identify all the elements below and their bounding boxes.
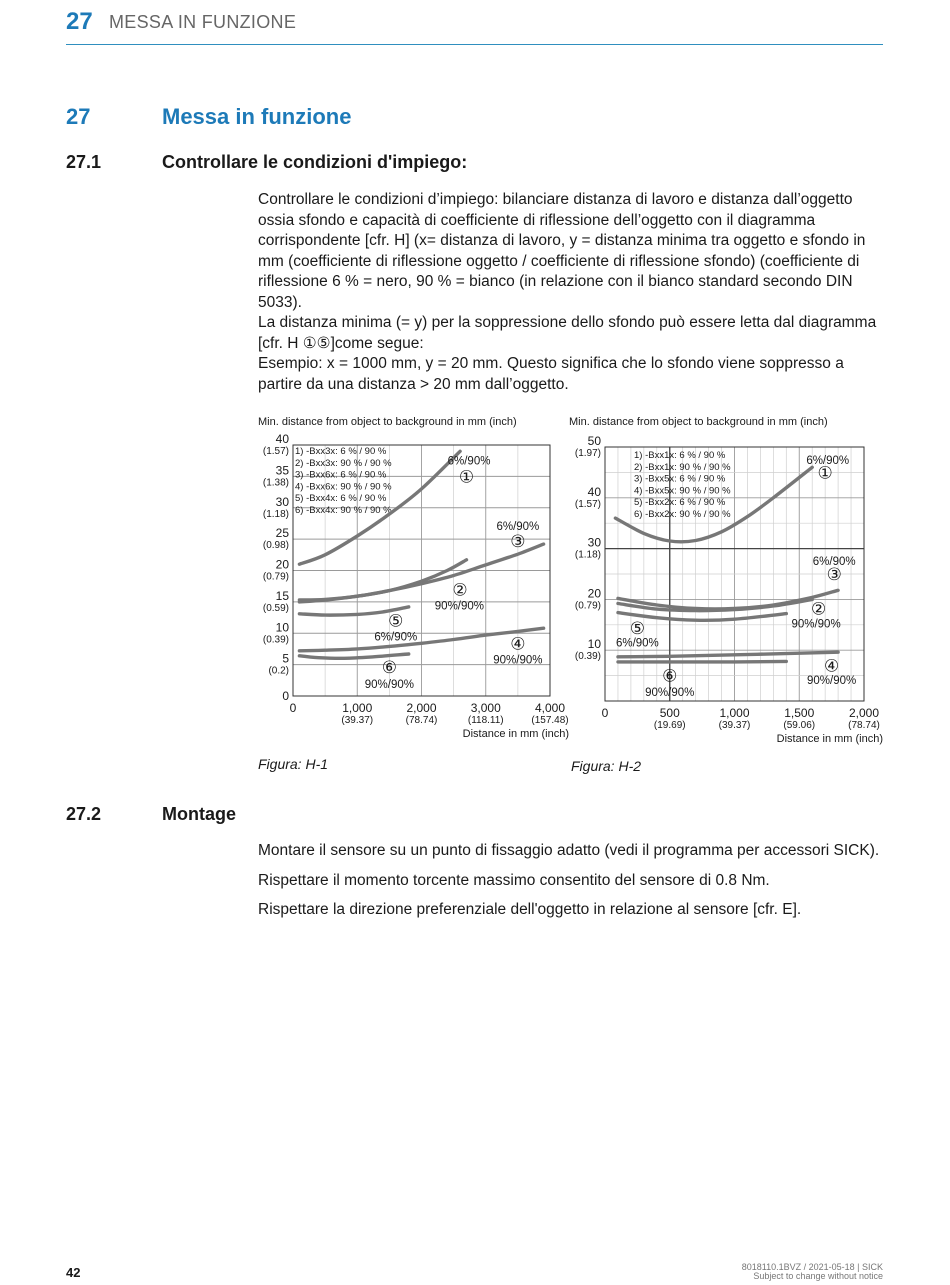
y-tick-label: 0 bbox=[282, 689, 289, 703]
y-tick-sublabel: (1.38) bbox=[262, 477, 289, 489]
curve-label: 6%/90% bbox=[496, 520, 540, 533]
curve-label: 90%/90% bbox=[364, 679, 414, 692]
series-line bbox=[618, 661, 786, 662]
footer-doc-info bbox=[742, 1263, 883, 1281]
y-tick-sublabel: (1.97) bbox=[574, 448, 601, 459]
x-tick-label: 0 bbox=[289, 701, 297, 715]
section-title: Messa in funzione bbox=[162, 104, 352, 129]
y-tick-sublabel: (1.57) bbox=[262, 446, 289, 457]
legend-entry: 1) -Bxx1x: 6 % / 90 % bbox=[634, 450, 726, 461]
y-tick-sublabel: (0.79) bbox=[262, 571, 289, 583]
legend-entry: 5) -Bxx2x: 6 % / 90 % bbox=[634, 497, 726, 509]
curve-marker: ⑤ bbox=[629, 618, 645, 638]
x-tick-sublabel: (78.74) bbox=[405, 715, 438, 726]
figure-h1-caption: Figura: H-1 bbox=[258, 756, 329, 772]
curve-marker: ① bbox=[817, 463, 833, 483]
y-tick-label: 30 bbox=[275, 494, 289, 509]
subsection-1-number: 27.1 bbox=[66, 152, 102, 172]
legend-entry: 6) -Bxx4x: 90 % / 90 % bbox=[295, 505, 392, 516]
paragraph: Rispettare la direzione preferenziale dell'oggetto in relazione al sensore [cfr. E]. bbox=[258, 901, 802, 918]
y-tick-sublabel: (0.79) bbox=[574, 600, 601, 612]
series-line bbox=[618, 652, 838, 657]
curve-label: 6%/90% bbox=[374, 631, 418, 644]
y-tick-label: 20 bbox=[587, 586, 601, 601]
subsection-1-title: Controllare le condizioni d'impiego: bbox=[162, 152, 468, 172]
curve-label: 6%/90% bbox=[447, 455, 491, 468]
subsection-2-body bbox=[258, 841, 888, 930]
y-tick-sublabel: (0.98) bbox=[262, 540, 289, 552]
y-axis-label: Min. distance from object to background in mm (inch) bbox=[569, 416, 828, 428]
legend-entry: 3) -Bxx5x: 6 % / 90 % bbox=[634, 473, 726, 485]
x-axis-label: Distance in mm (inch) bbox=[462, 728, 569, 740]
curve-marker: ② bbox=[452, 580, 468, 600]
curve-label: 90%/90% bbox=[434, 600, 485, 613]
header-chapter-title: MESSA IN FUNZIONE bbox=[109, 12, 297, 32]
y-tick-sublabel: (1.18) bbox=[262, 508, 289, 520]
curve-marker: ② bbox=[811, 599, 827, 619]
y-tick-label: 25 bbox=[275, 526, 289, 541]
x-tick-label: 3,000 bbox=[470, 701, 501, 715]
subsection-2-number: 27.2 bbox=[66, 804, 102, 824]
y-tick-label: 40 bbox=[587, 484, 601, 499]
figure-h1-chart bbox=[255, 410, 573, 750]
x-tick-label: 0 bbox=[601, 706, 609, 720]
figure-h2-caption: Figura: H-2 bbox=[571, 758, 642, 774]
section-number: 27 bbox=[66, 104, 91, 129]
legend-entry: 1) -Bxx3x: 6 % / 90 % bbox=[295, 446, 387, 457]
page-header bbox=[66, 8, 883, 45]
paragraph: La distanza minima (= y) per la soppressione dello sfondo può essere letta dal diagramma [cfr. H ①⑤]come segue: bbox=[258, 314, 877, 352]
y-tick-label: 10 bbox=[275, 620, 289, 635]
curve-marker: ⑥ bbox=[662, 666, 678, 686]
y-tick-sublabel: (0.39) bbox=[262, 634, 289, 646]
series-line bbox=[299, 560, 466, 602]
y-axis-label: Min. distance from object to background in mm (inch) bbox=[258, 416, 517, 428]
y-tick-sublabel: (0.59) bbox=[262, 602, 289, 614]
x-tick-sublabel: (118.11) bbox=[467, 715, 504, 726]
curve-label: 6%/90% bbox=[615, 637, 659, 650]
paragraph: Montare il sensore su un punto di fissaggio adatto (vedi il programma per accessori SICK). bbox=[258, 842, 880, 859]
curve-marker: ⑤ bbox=[388, 611, 404, 631]
legend-entry: 4) -Bxx6x: 90 % / 90 % bbox=[295, 481, 392, 493]
curve-marker: ④ bbox=[824, 656, 840, 676]
footer-notice: Subject to change without notice bbox=[753, 1271, 883, 1281]
legend-entry: 2) -Bxx1x: 90 % / 90 % bbox=[634, 461, 731, 473]
curve-label: 6%/90% bbox=[812, 555, 856, 568]
x-tick-sublabel: (157.48) bbox=[531, 715, 569, 726]
curve-marker: ④ bbox=[510, 634, 526, 654]
header-chapter-number: 27 bbox=[66, 8, 93, 35]
y-tick-label: 5 bbox=[282, 651, 289, 666]
x-tick-label: 500 bbox=[659, 706, 680, 720]
curve-label: 90%/90% bbox=[807, 675, 857, 688]
legend-entry: 3) -Bxx6x: 6 % / 90 % bbox=[295, 469, 387, 481]
curve-marker: ③ bbox=[826, 565, 842, 584]
x-tick-label: 1,500 bbox=[784, 706, 815, 720]
subsection-2-title: Montage bbox=[162, 804, 236, 824]
x-axis-label: Distance in mm (inch) bbox=[776, 733, 883, 745]
footer-doc-id: 8018110.1BVZ / 2021-05-18 | SICK bbox=[741, 1262, 883, 1272]
x-tick-label: 1,000 bbox=[342, 701, 373, 715]
curve-label: 6%/90% bbox=[806, 455, 850, 468]
paragraph: Rispettare il momento torcente massimo consentito del sensore di 0.8 Nm. bbox=[258, 871, 770, 889]
page-number: 42 bbox=[66, 1265, 81, 1280]
y-tick-sublabel: (1.57) bbox=[574, 498, 601, 510]
y-tick-label: 35 bbox=[275, 463, 289, 478]
y-tick-label: 50 bbox=[587, 434, 601, 448]
x-tick-sublabel: (78.74) bbox=[848, 720, 880, 731]
x-tick-label: 2,000 bbox=[848, 706, 880, 720]
subsection-1-body bbox=[258, 190, 888, 395]
y-tick-label: 20 bbox=[275, 557, 289, 572]
curve-marker: ③ bbox=[510, 532, 526, 552]
y-tick-label: 40 bbox=[275, 432, 289, 446]
y-tick-label: 30 bbox=[587, 535, 601, 550]
legend-entry: 6) -Bxx2x: 90 % / 90 % bbox=[634, 509, 731, 520]
curve-label: 90%/90% bbox=[791, 618, 841, 631]
legend-entry: 5) -Bxx4x: 6 % / 90 % bbox=[295, 493, 387, 505]
x-tick-label: 1,000 bbox=[719, 706, 750, 720]
y-tick-sublabel: (0.39) bbox=[574, 651, 601, 663]
x-tick-label: 4,000 bbox=[534, 701, 566, 715]
legend-entry: 4) -Bxx5x: 90 % / 90 % bbox=[634, 485, 731, 497]
curve-marker: ① bbox=[458, 467, 475, 487]
curve-marker: ⑥ bbox=[381, 658, 397, 678]
x-tick-label: 2,000 bbox=[406, 701, 437, 715]
paragraph: Esempio: x = 1000 mm, y = 20 mm. Questo significa che lo sfondo viene soppresso a partire da una distanza > 20 mm dall’oggetto. bbox=[258, 355, 844, 393]
paragraph: Controllare le condizioni d’impiego: bilanciare distanza di lavoro e distanza dall’oggetto ossia sfondo e capacità di coefficiente di riflessione dell’oggetto con il diagramma corrispondente [cfr. H] (x= distanza di lavoro, y = distanza minima tra oggetto e sfondo in mm (coefficiente di riflessione oggetto / coefficiente di riflessione sfondo) (coefficiente di riflessione 6 % = nero, 90 % = bianco (in relazione con il bianco standard secondo DIN 5033). bbox=[258, 191, 866, 311]
curve-label: 90%/90% bbox=[493, 654, 543, 667]
y-tick-label: 15 bbox=[275, 588, 289, 603]
x-tick-sublabel: (59.06) bbox=[783, 720, 816, 731]
x-tick-sublabel: (39.37) bbox=[718, 720, 751, 731]
y-tick-label: 10 bbox=[587, 637, 601, 652]
y-tick-sublabel: (0.2) bbox=[268, 665, 289, 677]
y-tick-sublabel: (1.18) bbox=[574, 549, 601, 561]
x-tick-sublabel: (19.69) bbox=[653, 720, 686, 731]
curve-label: 90%/90% bbox=[645, 686, 695, 699]
legend-entry: 2) -Bxx3x: 90 % / 90 % bbox=[295, 457, 392, 469]
x-tick-sublabel: (39.37) bbox=[341, 715, 374, 726]
figure-h2-chart bbox=[566, 410, 888, 755]
